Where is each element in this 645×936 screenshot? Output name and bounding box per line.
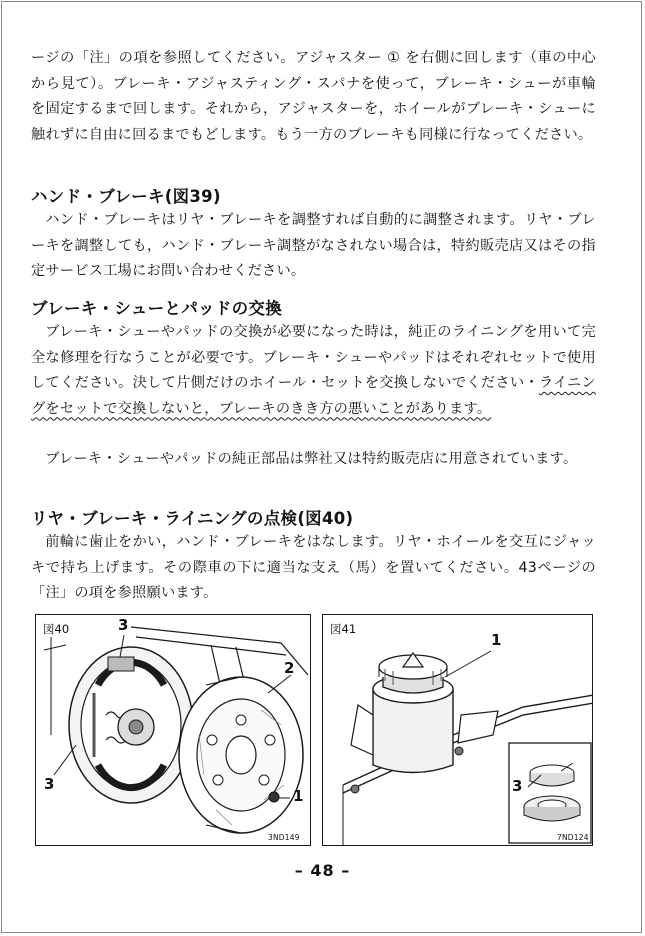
figure-41-callout-1: 1 [491,631,502,649]
paragraph-genuine-parts: ブレーキ・シューやパッドの純正部品は弊社又は特約販売店に用意されています。 [45,451,578,467]
figure-40-callout-2: 2 [284,659,295,677]
paragraph-rear-lining-inspection: 前輪に歯止をかい，ハンド・ブレーキをはなします。リヤ・ホイールを交互にジャッキで持ち上げます。その際車の下に適当な支え（馬）を置いてください。43ページの「注」の項を参照願います。 [31,534,596,601]
figure-41-code: 7ND124 [557,833,589,842]
heading-rear-lining-inspection: リヤ・ブレーキ・ライニングの点検(図40) [31,509,354,528]
figure-40-callout-1: 1 [293,787,304,805]
lining-warning-text: ライニングをセットで交換しないと，ブレーキのきき方の悪いことがあります。 [31,375,596,417]
figure-41-master-cylinder [322,614,593,846]
heading-shoe-pad-replacement: ブレーキ・シューとパッドの交換 [31,299,283,318]
figure-40-label: 図40 [43,622,70,636]
master-cylinder-illustration [323,615,593,846]
figure-41-label: 図41 [330,622,357,636]
figure-40-callout-3-top: 3 [118,616,129,634]
paragraph-hand-brake: ハンド・ブレーキはリヤ・ブレーキを調整すれば自動的に調整されます。リヤ・ブレーキを調整しても，ハンド・ブレーキ調整がなされない場合は，特約販売店又はその指定サービス工場にお問い合わせください。 [31,212,596,279]
paragraph-adjuster-instructions: ージの「注」の項を参照してください。アジャスター ① を右側に回します（車の中心から見て）。ブレーキ・アジャスティング・スパナを使って，ブレーキ・シューが車輪を固定するまで回します。それから，アジャスターを，ホイールがブレーキ・シューに触れずに自由に回るまでもどします。もう一方のブレーキも同様に行なってください。 [31,50,596,143]
shoe-pad-text: ブレーキ・シューやパッドの交換が必要になった時は，純正のライニングを用いて完全な修理を行なうことが必要です。ブレーキ・シューやパッドはそれぞれセットで使用してください。決して片側だけのホイール・セットを交換しないでください・ [31,324,596,391]
paragraph-shoe-pad-replacement [31,320,596,422]
figure-40-code: 3ND149 [268,833,300,842]
figure-41-callout-3: 3 [512,777,523,795]
heading-hand-brake: ハンド・ブレーキ(図39) [31,187,221,206]
brake-drum-illustration [36,615,311,846]
figure-40-callout-3-left: 3 [44,775,55,793]
figure-40-brake-drum [35,614,311,846]
page-number: – 48 – [294,861,351,880]
